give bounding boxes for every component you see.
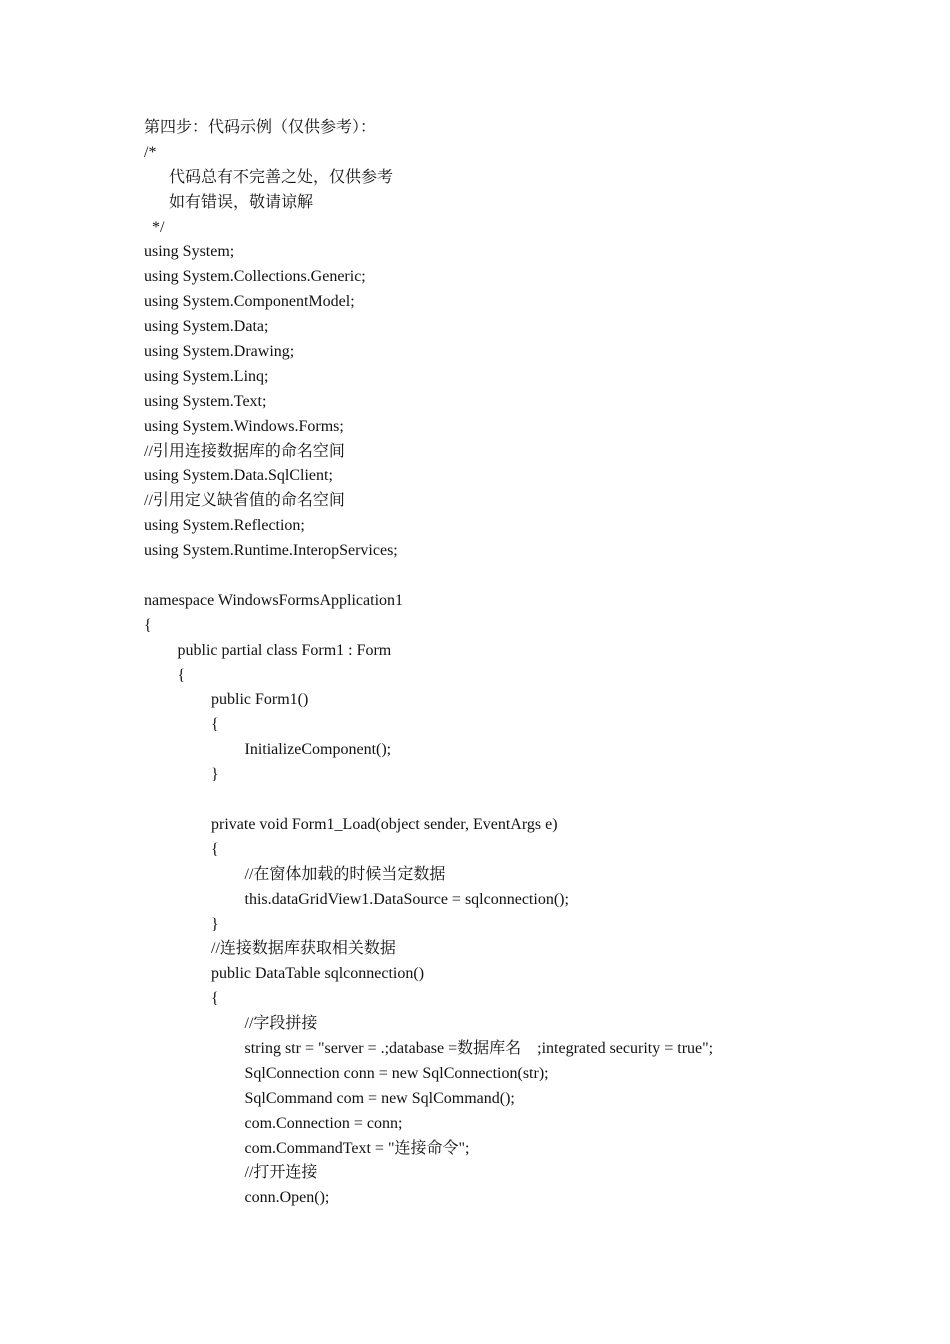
comment-line: //连接数据库获取相关数据 [211,940,396,958]
code-line: public DataTable sqlconnection() [211,965,425,983]
comment-line: 代码总有不完善之处，仅供参考 [169,168,394,186]
code-line: using System.Windows.Forms; [144,417,344,435]
comment-line: //引用连接数据库的命名空间 [144,442,345,460]
code-line: } [211,915,219,933]
step-heading: 第四步：代码示例（仅供参考）： [144,119,377,136]
code-line: using System.Linq; [144,367,269,385]
comment-line: //在窗体加载的时候当定数据 [244,865,446,883]
code-line: { [211,716,219,734]
code-line: public Form1() [211,691,309,709]
code-line: InitializeComponent(); [244,741,392,759]
comment-line: 如有错误，敬请谅解 [169,193,314,211]
code-line: string str = "server = .;database =数据库名 ;integrated security = true"; [244,1039,714,1057]
code-line: public partial class Form1 : Form [177,641,392,659]
code-line: namespace WindowsFormsApplication1 [144,591,404,609]
code-line: using System.Collections.Generic; [144,268,366,286]
comment-line: //引用定义缺省值的命名空间 [144,492,345,510]
code-listing [144,116,713,1211]
code-line: using System.ComponentModel; [144,293,355,311]
code-line: SqlCommand com = new SqlCommand(); [244,1089,515,1107]
code-line: using System.Drawing; [144,343,295,361]
code-line: using System.Runtime.InteropServices; [144,542,398,560]
comment-line: //打开连接 [244,1164,318,1182]
comment-line: /* [144,143,157,161]
code-line: com.Connection = conn; [244,1114,403,1132]
code-line: } [211,766,219,784]
comment-line: //字段拼接 [244,1015,318,1033]
blank-line [144,788,713,813]
code-line: using System.Data.SqlClient; [144,467,333,485]
blank-line [144,564,713,589]
code-line: this.dataGridView1.DataSource = sqlconnection(); [244,890,569,908]
code-line: SqlConnection conn = new SqlConnection(str); [244,1064,549,1082]
code-line: { [144,616,152,634]
code-line: using System.Data; [144,318,269,336]
code-line: using System; [144,243,235,261]
code-line: { [211,840,219,858]
code-line: conn.Open(); [244,1189,330,1207]
comment-line: */ [152,218,165,236]
code-line: using System.Reflection; [144,517,305,535]
code-line: { [211,990,219,1008]
code-line: com.CommandText = "连接命令"; [244,1139,470,1157]
code-line: private void Form1_Load(object sender, EventArgs e) [211,815,558,833]
code-line: using System.Text; [144,392,267,410]
code-line: { [177,666,186,684]
